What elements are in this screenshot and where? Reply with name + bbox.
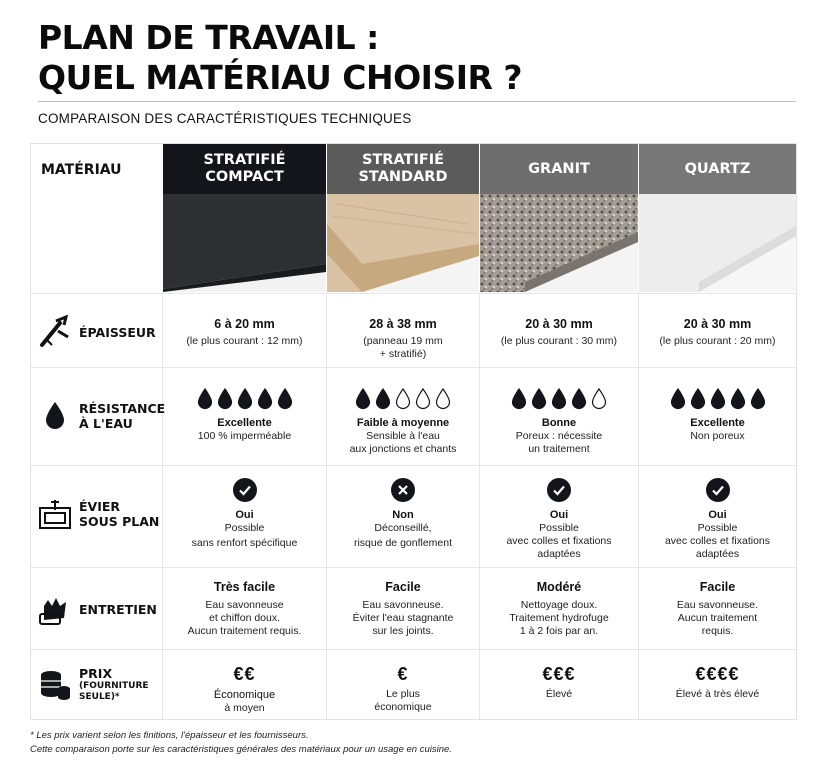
cell-sub: (panneau 19 mm: [363, 335, 443, 347]
cell-line: avec colles et fixations: [664, 535, 771, 547]
sink-cell: [327, 478, 479, 550]
row-divider: [31, 649, 796, 650]
cell-line: sur les joints.: [372, 625, 434, 637]
label-line: PRIX: [79, 665, 113, 681]
header-standard-laminate: [327, 144, 479, 194]
header-line: STANDARD: [358, 169, 448, 185]
drop-rating: [639, 388, 796, 410]
cell-line: requis.: [701, 625, 734, 637]
cell-line: Traitement hydrofuge: [509, 612, 609, 624]
cell-title: Facile: [385, 580, 421, 594]
price-symbol: €: [397, 664, 409, 684]
cell-title: Facile: [699, 580, 736, 594]
drop-filled-icon: [257, 388, 273, 410]
cell-line: Sensible à l'eau: [366, 430, 440, 442]
swatch-quartz: [639, 194, 796, 292]
water-cell: [163, 388, 326, 443]
water-cell: [639, 388, 796, 443]
cell-line: Poreux : nécessite: [515, 430, 603, 442]
thickness-cell: [163, 316, 326, 348]
price-symbol: €€€: [542, 664, 576, 684]
row-label-price: [35, 664, 163, 704]
maintenance-cell: [639, 579, 796, 638]
maintenance-cell: [327, 579, 479, 638]
title-divider: [38, 101, 796, 102]
row-label-thickness: [35, 312, 163, 352]
cell-line: Eau savonneuse.: [362, 599, 444, 611]
cell-sub: (le plus courant : 12 mm): [186, 335, 303, 347]
row-label-maintenance: [35, 589, 163, 629]
row-label-text: ÉPAISSEUR: [79, 324, 156, 340]
drop-filled-icon: [355, 388, 371, 410]
header-line: QUARTZ: [684, 160, 751, 177]
label-line: ÉVIER: [79, 499, 121, 514]
cell-line: sans renfort spécifique: [191, 537, 298, 549]
sink-icon: [35, 494, 75, 534]
cell-title: Très facile: [213, 580, 276, 594]
cell-line: risque de gonflement: [353, 537, 453, 549]
cell-line: avec colles et fixations: [506, 535, 612, 547]
row-divider: [31, 567, 796, 568]
drop-empty-icon: [435, 388, 451, 410]
drop-empty-icon: [591, 388, 607, 410]
check-icon: [233, 478, 257, 502]
drop-filled-icon: [750, 388, 766, 410]
row-label-text: [79, 401, 165, 431]
caliper-icon: [35, 312, 75, 352]
drop-filled-icon: [551, 388, 567, 410]
cell-title: Oui: [708, 509, 727, 521]
cell-line: Élevé à très élevé: [675, 688, 760, 700]
drop-empty-icon: [415, 388, 431, 410]
cell-line: Éviter l'eau stagnante: [352, 612, 454, 624]
cell-line: aux jonctions et chants: [349, 443, 457, 455]
drop-filled-icon: [511, 388, 527, 410]
price-symbol: €€: [233, 664, 256, 684]
drop-filled-icon: [730, 388, 746, 410]
footnote-scope: Cette comparaison porte sur les caractéristiques générales des matériaux pour un usage en cuisine.: [30, 744, 452, 755]
thickness-cell: [480, 316, 638, 348]
drop-rating: [163, 388, 326, 410]
cell-main: 20 à 30 mm: [525, 317, 593, 331]
label-line: SEULE)*: [79, 691, 120, 702]
row-divider: [31, 367, 796, 368]
check-icon: [706, 478, 730, 502]
label-line: SOUS PLAN: [79, 514, 160, 529]
cell-title: Non: [392, 509, 414, 521]
row-divider: [31, 293, 796, 294]
water-cell: [480, 388, 638, 456]
drop-filled-icon: [375, 388, 391, 410]
label-line: RÉSISTANCE: [79, 401, 166, 416]
price-cell: [480, 663, 638, 701]
cell-line: Possible: [224, 522, 265, 534]
footnote-prices: * Les prix varient selon les finitions, l'épaisseur et les fournisseurs.: [30, 730, 309, 741]
material-column-label: MATÉRIAU: [41, 162, 122, 178]
cell-line: adaptées: [537, 548, 581, 560]
page-title: [38, 18, 522, 98]
header-quartz: [639, 144, 796, 194]
drop-filled-icon: [277, 388, 293, 410]
header-compact-laminate: [163, 144, 326, 194]
swatch-compact-laminate: [163, 194, 326, 292]
cell-title: Faible à moyenne: [356, 417, 450, 429]
cell-title: Oui: [235, 509, 254, 521]
thickness-cell: [639, 316, 796, 348]
drop-filled-icon: [670, 388, 686, 410]
cell-line: adaptées: [695, 548, 740, 560]
swatch-standard-laminate: [327, 194, 479, 292]
cell-line: 1 à 2 fois par an.: [519, 625, 599, 637]
cell-line: Non poreux: [690, 430, 745, 442]
sink-cell: [163, 478, 326, 550]
cell-line: Le plus: [386, 688, 420, 700]
cell-title: Bonne: [541, 417, 577, 429]
drop-filled-icon: [531, 388, 547, 410]
cell-line: Déconseillé,: [374, 522, 432, 534]
swatch-granite: [480, 194, 638, 292]
cell-line: Économique: [213, 689, 276, 701]
header-granite: [480, 144, 638, 194]
cell-line: économique: [374, 701, 432, 713]
cell-line: un traitement: [528, 443, 590, 455]
price-cell: [639, 663, 796, 701]
cell-line: Eau savonneuse: [205, 599, 284, 611]
header-line: COMPACT: [205, 169, 284, 185]
comparison-table: [30, 143, 797, 720]
drop-filled-icon: [710, 388, 726, 410]
cell-line: Aucun traitement requis.: [187, 625, 302, 637]
cell-line: à moyen: [224, 702, 265, 714]
drop-filled-icon: [690, 388, 706, 410]
sink-cell: [639, 478, 796, 561]
cell-title: Oui: [549, 509, 569, 521]
label-line: (FOURNITURE: [79, 680, 149, 691]
cell-sub: (le plus courant : 30 mm): [500, 335, 618, 347]
subtitle: COMPARAISON DES CARACTÉRISTIQUES TECHNIQUES: [38, 111, 412, 126]
drop-rating: [327, 388, 479, 410]
drop-filled-icon: [237, 388, 253, 410]
drop-filled-icon: [197, 388, 213, 410]
title-line-1: PLAN DE TRAVAIL :: [38, 18, 379, 57]
row-label-water-resistance: [35, 396, 166, 436]
cell-title: Excellente: [217, 417, 272, 429]
maintenance-cell: [163, 579, 326, 638]
cell-title: Excellente: [690, 417, 745, 429]
cell-line: Nettoyage doux.: [520, 599, 598, 611]
row-label-text: ENTRETIEN: [79, 601, 157, 617]
drop-empty-icon: [395, 388, 411, 410]
row-divider: [31, 465, 796, 466]
maintenance-cell: [480, 579, 638, 638]
row-label-undermount-sink: [35, 494, 163, 534]
water-cell: [327, 388, 479, 456]
price-cell: [163, 663, 326, 715]
cell-line: Possible: [539, 522, 579, 534]
label-line: À L'EAU: [79, 416, 133, 431]
cell-sub: (le plus courant : 20 mm): [659, 335, 776, 347]
price-symbol: €€€€: [695, 664, 740, 684]
header-line: GRANIT: [528, 160, 590, 177]
row-label-text: [79, 499, 159, 529]
cell-line: Élevé: [545, 688, 573, 700]
cell-main: 28 à 38 mm: [369, 317, 437, 331]
price-cell: [327, 663, 479, 714]
cell-line: Aucun traitement: [677, 612, 758, 624]
cross-icon: [391, 478, 415, 502]
cleaning-cloth-icon: [35, 589, 75, 629]
drop-filled-icon: [217, 388, 233, 410]
cell-line: et chiffon doux.: [208, 612, 281, 624]
header-line: STRATIFIÉ: [203, 152, 286, 168]
cell-main: 6 à 20 mm: [214, 317, 275, 331]
coins-icon: [35, 664, 75, 704]
drop-filled-icon: [571, 388, 587, 410]
header-line: STRATIFIÉ: [361, 152, 445, 168]
cell-line: Possible: [697, 522, 738, 534]
thickness-cell: [327, 316, 479, 361]
cell-title: Modéré: [536, 580, 582, 594]
water-drop-icon: [35, 396, 75, 436]
title-line-2: QUEL MATÉRIAU CHOISIR ?: [38, 58, 523, 97]
cell-line: Eau savonneuse.: [676, 599, 759, 611]
check-icon: [547, 478, 571, 502]
cell-main: 20 à 30 mm: [683, 317, 752, 331]
sink-cell: [480, 478, 638, 561]
cell-line: 100 % imperméable: [197, 430, 292, 442]
row-label-text: [79, 666, 149, 703]
cell-sub: + stratifié): [379, 348, 427, 360]
drop-rating: [480, 388, 638, 410]
